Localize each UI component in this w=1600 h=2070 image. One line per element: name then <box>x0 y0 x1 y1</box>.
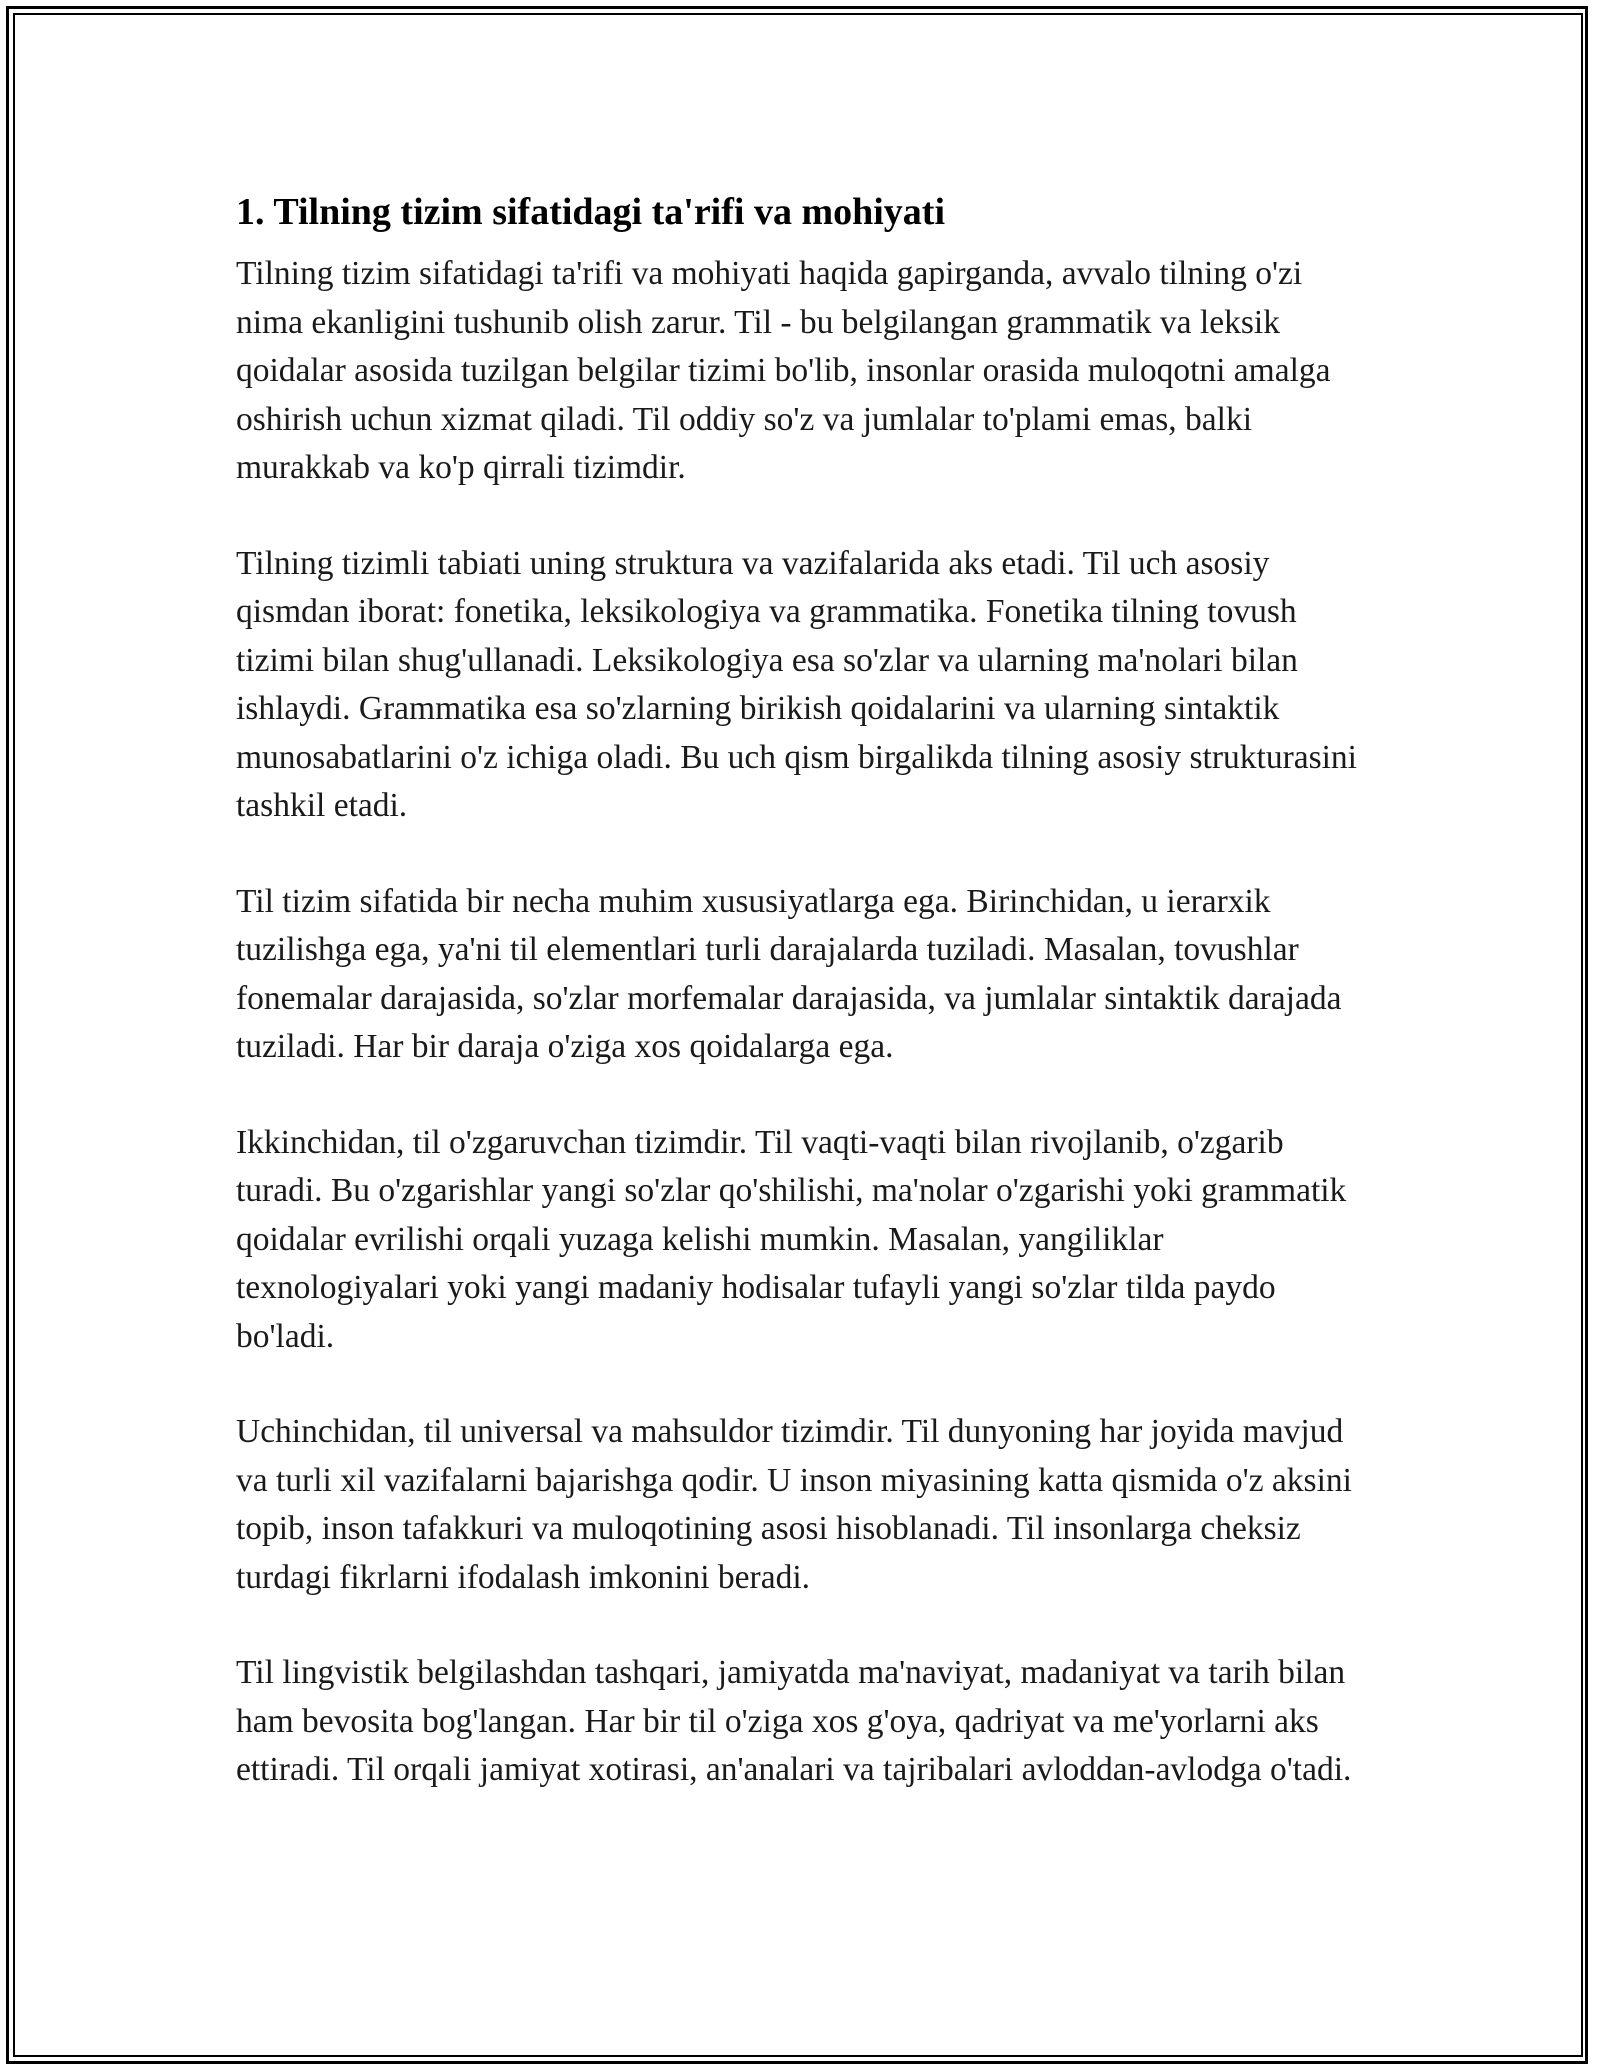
paragraph-definition: Tilning tizim sifatidagi ta'rifi va mohiyati haqida gapirganda, avvalo tilning o'zi nima ekanligini tushunib olish zarur. Til - bu belgilangan grammatik va leksik qoidalar asosida tuzilgan belgilar tizimi bo'lib, insonlar orasida muloqotni amalga oshirish uchun xizmat qiladi. Til oddiy so'z va jumlalar to'plami emas, balki murakkab va ko'p qirrali tizimdir. <box>236 255 1331 486</box>
paragraph-culture: Til lingvistik belgilashdan tashqari, jamiyatda ma'naviyat, madaniyat va tarih bilan ham bevosita bog'langan. Har bir til o'ziga xos g'oya, qadriyat va me'yorlarni aks ettiradi. Til orqali jamiyat xotirasi, an'analari va tajribalari avloddan-avlodga o'tadi. <box>236 1654 1352 1788</box>
paragraph-structure: Tilning tizimli tabiati uning struktura va vazifalarida aks etadi. Til uch asosiy qismdan iborat: fonetika, leksikologiya va grammatika. Fonetika tilning tovush tizimi bilan shug'ullanadi. Leksikologiya esa so'zlar va ularning ma'nolari bilan ishlaydi. Grammatika esa so'zlarning birikish qoidalarini va ularning sintaktik munosabatlarini o'z ichiga oladi. Bu uch qism birgalikda tilning asosiy strukturasini tashkil etadi. <box>236 544 1357 824</box>
document-body <box>236 186 1366 1842</box>
paragraph-universal: Uchinchidan, til universal va mahsuldor tizimdir. Til dunyoning har joyida mavjud va turli xil vazifalarni bajarishga qodir. U inson miyasining katta qismida o'z aksini topib, inson tafakkuri va muloqotining asosi hisoblanadi. Til insonlarga cheksiz turdagi fikrlarni ifodalash imkonini beradi. <box>236 1413 1352 1596</box>
section-title: 1. Tilning tizim sifatidagi ta'rifi va mohiyati <box>236 191 946 233</box>
paragraph-changeable: Ikkinchidan, til o'zgaruvchan tizimdir. Til vaqti-vaqti bilan rivojlanib, o'zgarib turadi. Bu o'zgarishlar yangi so'zlar qo'shilishi, ma'nolar o'zgarishi yoki grammatik qoidalar evrilishi orqali yuzaga kelishi mumkin. Masalan, yangiliklar texnologiyalari yoki yangi madaniy hodisalar tufayli yangi so'zlar tilda paydo bo'ladi. <box>236 1123 1347 1355</box>
paragraph-hierarchy: Til tizim sifatida bir necha muhim xususiyatlarga ega. Birinchidan, u ierarxik tuzilishga ega, ya'ni til elementlari turli darajalarda tuziladi. Masalan, tovushlar fonemalar darajasida, so'zlar morfemalar darajasida, va jumlalar sintaktik darajada tuziladi. Har bir daraja o'ziga xos qoidalarga ega. <box>236 882 1342 1065</box>
